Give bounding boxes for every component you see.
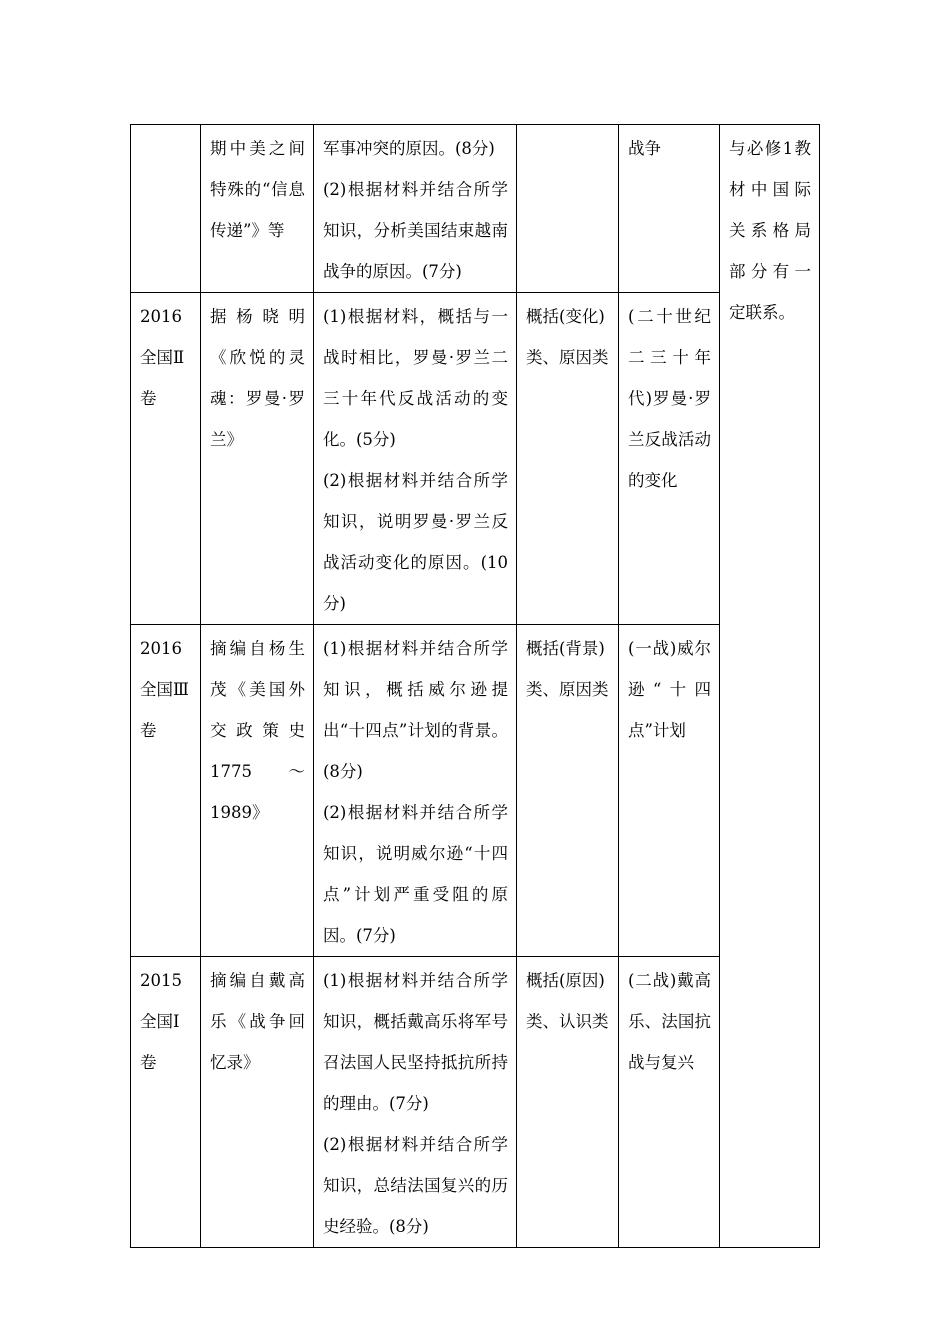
question-item: (1)根据材料并结合所学知识，概括威尔逊提出“十四点”计划的背景。(8分) [323,639,508,781]
question-item: (2)根据材料并结合所学知识，分析美国结束越南战争的原因。(7分) [323,180,508,281]
source-cell: 据杨晓明《欣悦的灵魂：罗曼·罗兰》 [201,293,314,625]
question-item: (2)根据材料并结合所学知识，总结法国复兴的历史经验。(8分) [323,1135,508,1236]
table-row [131,125,820,293]
question-item: (2)根据材料并结合所学知识，说明罗曼·罗兰反战活动变化的原因。(10分) [323,471,508,613]
year-cell: 2016 全国Ⅱ 卷 [131,293,201,625]
question-item: 军事冲突的原因。(8分) [323,139,495,158]
source-cell: 摘编自戴高乐《战争回忆录》 [201,957,314,1248]
source-cell: 期中美之间特殊的“信息传递”》等 [201,125,314,293]
year-cell: 2015 全国Ⅰ 卷 [131,957,201,1248]
exam-analysis-table [130,124,820,1248]
questions-cell [314,957,517,1248]
question-type-cell [517,125,619,293]
question-type-cell: 概括(原因)类、认识类 [517,957,619,1248]
topic-cell: (一战)威尔逊“十四点”计划 [619,625,720,957]
table-row [131,625,820,957]
questions-cell [314,293,517,625]
question-item: (1)根据材料，概括与一战时相比，罗曼·罗兰二三十年代反战活动的变化。(5分) [323,307,508,449]
question-type-cell: 概括(背景)类、原因类 [517,625,619,957]
note-text: 与必修1教材中国际关系格局部分有一定联系。 [729,139,811,322]
year-cell: 2016 全国Ⅲ 卷 [131,625,201,957]
topic-cell: (二战)戴高乐、法国抗战与复兴 [619,957,720,1248]
source-cell: 摘编自杨生茂《美国外交政策史1775～1989》 [201,625,314,957]
questions-cell [314,125,517,293]
table-row [131,293,820,625]
table-row [131,957,820,1248]
question-type-cell: 概括(变化)类、原因类 [517,293,619,625]
topic-cell: (二十世纪二三十年代)罗曼·罗兰反战活动的变化 [619,293,720,625]
year-cell [131,125,201,293]
questions-cell [314,625,517,957]
question-item: (2)根据材料并结合所学知识，说明威尔逊“十四点”计划严重受阻的原因。(7分) [323,803,508,945]
topic-cell: 战争 [619,125,720,293]
note-cell [720,125,820,1248]
question-item: (1)根据材料并结合所学知识，概括戴高乐将军号召法国人民坚持抵抗所持的理由。(7分) [323,971,508,1113]
